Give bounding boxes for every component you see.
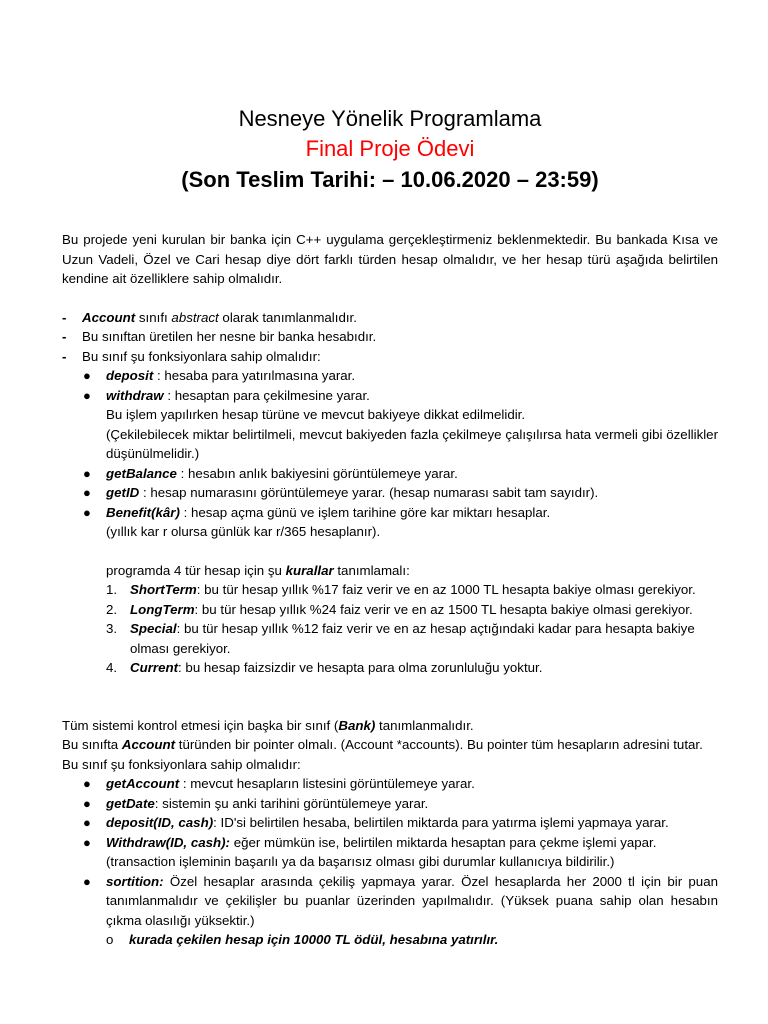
bullet-marker: ● bbox=[83, 387, 91, 403]
function-desc: eğer mümkün ise, belirtilen miktarda hesaptan para çekme işlemi yapar. bbox=[230, 834, 657, 850]
prize-note: kurada çekilen hesap için 10000 TL ödül, hesabına yatırılır. bbox=[129, 932, 499, 947]
term-kurallar: kurallar bbox=[285, 562, 334, 578]
list-item bbox=[62, 308, 718, 328]
rule-desc: : bu tür hesap yıllık %24 faiz verir ve en az 1500 TL hesapta bakiye olmasi gerekiyor. bbox=[194, 601, 693, 617]
term-bank: Bank) bbox=[338, 717, 376, 733]
rule-name: Special bbox=[130, 621, 177, 636]
bullet-marker: ● bbox=[83, 504, 91, 520]
function-item-withdraw bbox=[82, 386, 718, 464]
term-abstract: abstract bbox=[171, 309, 219, 325]
function-desc: : hesabın anlık bakiyesini görüntülemeye yarar. bbox=[176, 465, 458, 481]
rule-number: 4. bbox=[106, 660, 118, 675]
document-page bbox=[62, 104, 718, 950]
bullet-marker: ● bbox=[83, 795, 91, 811]
rule-number: 1. bbox=[106, 582, 118, 597]
text: Bu sınıfta bbox=[62, 737, 122, 752]
function-item-withdraw bbox=[82, 833, 718, 872]
rule-number: 3. bbox=[106, 621, 118, 636]
bullet-marker: ● bbox=[83, 465, 91, 481]
function-desc: : mevcut hesapların listesini görüntülemeye yarar. bbox=[179, 776, 475, 791]
function-name: deposit bbox=[106, 368, 154, 383]
course-title: Nesneye Yönelik Programlama bbox=[238, 106, 542, 131]
circle-marker: o bbox=[106, 932, 114, 947]
rule-item-shortterm bbox=[106, 580, 718, 600]
function-item-getaccount bbox=[82, 774, 718, 794]
rule-desc: : bu tür hesap yıllık %17 faiz verir ve en az 1000 TL hesapta bakiye olması gerekiyor. bbox=[196, 582, 696, 597]
term-account: Account bbox=[82, 309, 136, 325]
text: Tüm sistemi kontrol etmesi için başka bir sınıf ( bbox=[62, 717, 339, 733]
bullet-marker: ● bbox=[83, 815, 91, 830]
rule-number: 2. bbox=[106, 601, 118, 617]
text: olarak tanımlanmalıdır. bbox=[218, 309, 357, 325]
bank-pointer-line bbox=[62, 735, 718, 755]
function-name: sortition: bbox=[106, 873, 164, 889]
function-item-sortition bbox=[82, 872, 718, 931]
dash-marker: - bbox=[62, 329, 67, 344]
sub-list-item bbox=[106, 930, 718, 950]
account-spec-list bbox=[62, 308, 718, 367]
list-item bbox=[62, 327, 718, 347]
rule-item-longterm bbox=[106, 600, 718, 620]
text: türünden bir pointer olmalı. (Account *accounts). Bu pointer tüm hesapların adresini tutar. bbox=[175, 737, 703, 752]
bullet-marker: ● bbox=[83, 834, 91, 850]
function-name: Withdraw(ID, cash): bbox=[106, 834, 230, 850]
rule-item-current bbox=[106, 658, 718, 678]
rule-desc: : bu hesap faizsizdir ve hesapta para olma zorunluluğu yoktur. bbox=[178, 660, 543, 675]
function-item-benefit bbox=[82, 503, 718, 542]
bullet-marker: ● bbox=[83, 873, 91, 889]
function-desc: Özel hesaplar arasında çekiliş yapmaya yarar. Özel hesaplarda her 2000 tl için bir puan tanımlanmalıdır ve çekilişler bu puanlar üzerinden yapılmalıdır. (Yüksek puana sahip olan hesabın çıkma olasılığı yüksektir.) bbox=[106, 873, 718, 928]
function-name: withdraw bbox=[106, 387, 164, 403]
function-desc: : hesaptan para çekilmesine yarar. bbox=[163, 387, 370, 403]
rules-intro bbox=[62, 561, 718, 581]
account-functions-list bbox=[62, 366, 718, 542]
function-name: getDate bbox=[106, 795, 155, 811]
bank-functions-list bbox=[62, 774, 718, 930]
bullet-marker: ● bbox=[83, 776, 91, 791]
dash-marker: - bbox=[62, 309, 67, 325]
deadline: (Son Teslim Tarihi: – 10.06.2020 – 23:59) bbox=[181, 167, 599, 192]
text: programda 4 tür hesap için şu bbox=[106, 562, 286, 578]
assignment-title: Final Proje Ödevi bbox=[305, 136, 475, 161]
text: sınıfı bbox=[135, 309, 172, 325]
intro-paragraph: Bu projede yeni kurulan bir banka için C++ uygulama gerçekleştirmeniz beklenmektedir. Bu bankada Kısa ve Uzun Vadeli, Özel ve Cari hesap diye dört farklı türden hesap olmalıdır, ve her hesap türü aşağıda belirtilen kendine ait özelliklere sahip olmalıdır. bbox=[62, 232, 718, 286]
rule-desc: : bu tür hesap yıllık %12 faiz verir ve en az hesap açtığındaki kadar para hesapta bakiye olması gerekiyor. bbox=[130, 621, 695, 656]
text: Bu sınıf şu fonksiyonlara sahip olmalıdır: bbox=[82, 348, 321, 364]
function-note: (transaction işleminin başarılı ya da başarısız olması gibi durumlar kullanıcıya bildirilir.) bbox=[106, 854, 615, 869]
function-item-getdate bbox=[82, 794, 718, 814]
function-item-getbalance bbox=[82, 464, 718, 484]
sortition-sub-list bbox=[62, 930, 718, 950]
rule-name: LongTerm bbox=[130, 601, 195, 617]
function-note: (Çekilebilecek miktar belirtilmeli, mevcut bakiyeden fazla çekilmeye çalışılırsa hata vermeli gibi özellikler düşünülmelidir.) bbox=[106, 426, 718, 461]
function-desc: : ID'si belirtilen hesaba, belirtilen miktarda para yatırma işlemi yapmaya yarar. bbox=[213, 815, 669, 830]
bullet-marker: ● bbox=[83, 368, 91, 383]
account-rules-list bbox=[62, 580, 718, 678]
function-desc: : sistemin şu anki tarihini görüntülemeye yarar. bbox=[154, 795, 429, 811]
function-item-getid bbox=[82, 483, 718, 503]
bullet-marker: ● bbox=[83, 485, 91, 500]
function-item-deposit bbox=[82, 813, 718, 833]
function-name: getID bbox=[106, 485, 140, 500]
function-item-deposit bbox=[82, 366, 718, 386]
function-note: (yıllık kar r olursa günlük kar r/365 hesaplanır). bbox=[106, 524, 381, 539]
rule-item-special bbox=[106, 619, 718, 658]
dash-marker: - bbox=[62, 348, 67, 364]
text: tanımlanmalıdır. bbox=[375, 717, 474, 733]
function-name: getBalance bbox=[106, 465, 177, 481]
function-name: deposit(ID, cash) bbox=[106, 815, 214, 830]
rule-name: ShortTerm bbox=[130, 582, 197, 597]
function-note: Bu işlem yapılırken hesap türüne ve mevcut bakiyeye dikkat edilmelidir. bbox=[106, 407, 526, 422]
function-name: Benefit(kâr) bbox=[106, 504, 180, 520]
title-block bbox=[62, 104, 718, 196]
text: tanımlamalı: bbox=[333, 562, 410, 578]
function-desc: : hesap numarasını görüntülemeye yarar. (hesap numarası sabit tam sayıdır). bbox=[139, 485, 599, 500]
bank-functions-intro: Bu sınıf şu fonksiyonlara sahip olmalıdır: bbox=[62, 756, 301, 772]
term-account: Account bbox=[121, 737, 176, 752]
function-desc: : hesap açma günü ve işlem tarihine göre kar miktarı hesaplar. bbox=[179, 504, 551, 520]
function-name: getAccount bbox=[106, 776, 180, 791]
function-desc: : hesaba para yatırılmasına yarar. bbox=[153, 368, 356, 383]
text: Bu sınıftan üretilen her nesne bir banka hesabıdır. bbox=[82, 329, 377, 344]
bank-intro-line bbox=[62, 716, 718, 736]
list-item bbox=[62, 347, 718, 367]
rule-name: Current bbox=[130, 660, 179, 675]
